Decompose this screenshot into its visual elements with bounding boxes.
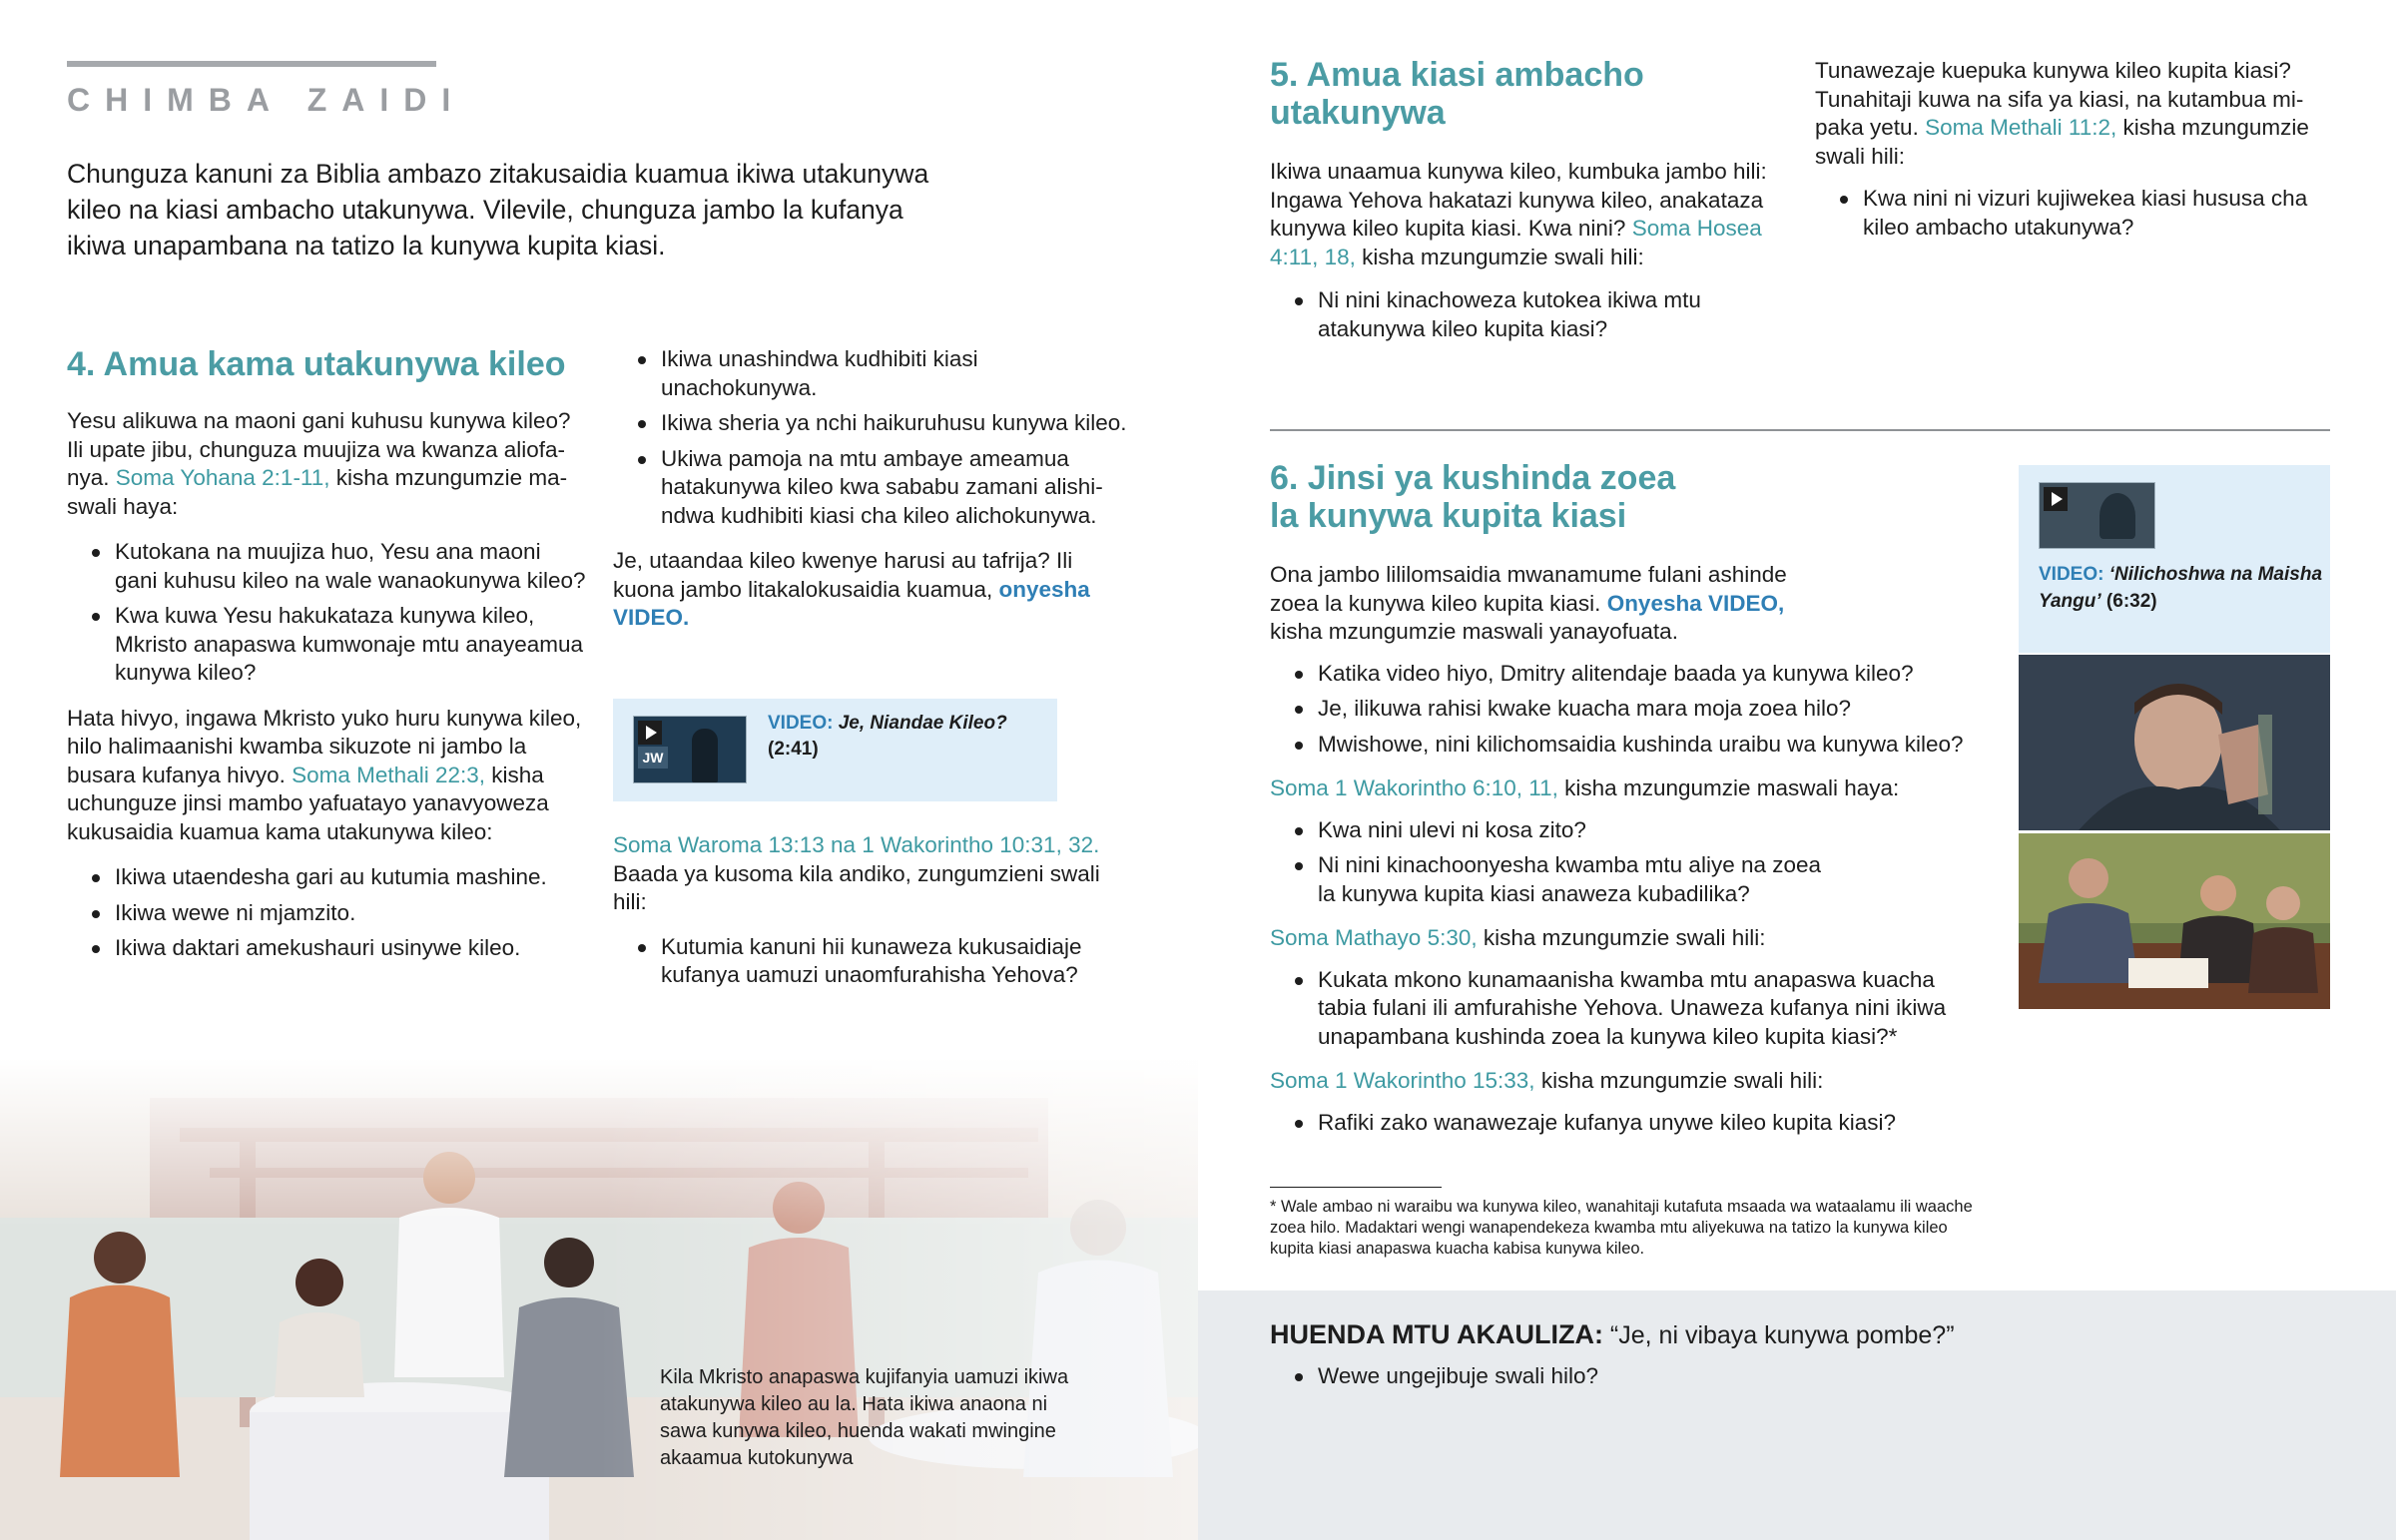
list-item: Katika video hiyo, Dmitry alitendaje baada ya kunywa kileo? [1270, 660, 1989, 689]
illustration-caption: Kila Mkristo anapaswa kujifanyia uamuzi ikiwa atakunywa kileo au la. Hata ikiwa anaona ni sawa kunywa kileo, huenda wakati mwingine akaamua kutokunywa [660, 1366, 1069, 1469]
section-6-read-2: Soma Mathayo 5:30, kisha mzungumzie swali hili: [1270, 925, 1766, 950]
list-item: Ikiwa daktari amekushauri usinywe kileo. [67, 934, 586, 963]
video-thumbnail-2[interactable] [2039, 482, 2155, 549]
man-figure [2099, 493, 2135, 539]
list-item: Kutokana na muujiza huo, Yesu ana maoni gani kuhusu kileo na wale wanaokunywa kileo? [67, 538, 586, 595]
section-5-bullets-2 [1815, 185, 2334, 242]
list-item: Kwa kuwa Yesu hakukataza kunywa kileo, Mkristo anapaswa kumwonaje mtu anayeamua kunywa kileo? [67, 602, 586, 688]
list-item: Ukiwa pamoja na mtu ambaye ameamua hatakunywa kileo kwa sababu zamani alishindwa kudhibiti kiasi cha kileo alichokunywa. [613, 445, 1132, 531]
section-4-bullets-4 [613, 933, 1132, 990]
section-6-bullets-3 [1270, 966, 1969, 1052]
list-item: Ikiwa sheria ya nchi haikuruhusu kunywa kileo. [613, 409, 1132, 438]
section-5-bullets-1 [1270, 286, 1789, 343]
section-4-col-a [67, 407, 586, 970]
section-4-col-b-lower [613, 831, 1132, 997]
section-6-read-1: Soma 1 Wakorintho 6:10, 11, kisha mzungumzie maswali haya: [1270, 775, 1900, 800]
video-card-2[interactable] [2019, 465, 2330, 653]
section-divider [1270, 429, 2330, 431]
section-6-bullets-4 [1270, 1109, 1989, 1138]
ask-label: HUENDA MTU AKAULIZA: [1270, 1319, 1603, 1349]
list-item: Ikiwa wewe ni mjamzito. [67, 899, 586, 928]
section-5-col-b [1815, 57, 2334, 249]
section-6-para-1: Ona jambo lililomsaidia mwanamume fulani ashinde zoea la kunywa kileo kupita kiasi. Onyesha VIDEO, kisha mzungumzie maswali yanayofuata. [1270, 562, 1787, 644]
scripture-ref-1-wakorintho-6[interactable]: Soma 1 Wakorintho 6:10, 11, [1270, 775, 1558, 800]
list-item: Wewe ungejibuje swali hilo? [1270, 1362, 2168, 1391]
video-caption: VIDEO: Je, Niandae Kileo? (2:41) [768, 713, 1007, 760]
scripture-ref-mathayo[interactable]: Soma Mathayo 5:30, [1270, 925, 1478, 950]
video-caption-2: VIDEO: ‘Nilichoshwa na Maisha Yangu’ (6:32) [2039, 564, 2323, 612]
scripture-ref-hosea[interactable]: Soma Hosea 4:11, 18, [1270, 216, 1762, 269]
section-4-bullets-3 [613, 345, 1132, 530]
section-6-read-3: Soma 1 Wakorintho 15:33, kisha mzungumzie swali hili: [1270, 1068, 1824, 1093]
video-thumbnail[interactable] [633, 716, 747, 783]
kicker-rule [67, 61, 436, 67]
list-item: Je, ilikuwa rahisi kwake kuacha mara moja zoea hilo? [1270, 695, 1989, 724]
section-4-para-2: Hata hivyo, ingawa Mkristo yuko huru kunywa kileo, hilo halimaanishi kwamba sikuzote ni jambo la busara kufanya hivyo. Soma Methali 22:3, kisha uchunguze jinsi mambo yafuatayo yanavyoweza kukusaidia kuamua kama utakunywa kileo: [67, 705, 582, 844]
intro-text: Chunguza kanuni za Biblia ambazo zitakusaidia kuamua ikiwa utakunywa kileo na kiasi ambacho utakunywa. Vilevile, chunguza jambo la kufanya ikiwa unapambana na tatizo la kunywa kupita kiasi. [67, 159, 929, 260]
section-6-bullets-1 [1270, 660, 1989, 760]
scripture-ref-methali-22[interactable]: Soma Methali 22:3, [292, 762, 485, 787]
section-4-bullets-1 [67, 538, 586, 688]
section-5-title: 5. Amua kiasi ambacho utakunywa [1270, 56, 1644, 132]
section-6-body [1270, 561, 1989, 1144]
scripture-ref-methali-11[interactable]: Soma Methali 11:2, [1925, 115, 2117, 140]
section-5-para-2: Tunawezaje kuepuka kunywa kileo kupita kiasi? Tunahitaji kuwa na sifa ya kiasi, na kutambua mipaka yetu. Soma Methali 11:2, kisha mzungumzie swali hili: [1815, 58, 2309, 169]
scripture-ref-waroma[interactable]: Soma Waroma 13:13 na 1 Wakorintho 10:31, 32. [613, 832, 1100, 857]
footnote-rule [1270, 1187, 1442, 1188]
photo-man-head-in-hand [2019, 655, 2330, 830]
jw-logo: JW [638, 747, 668, 769]
scripture-ref-1-wakorintho-15[interactable]: Soma 1 Wakorintho 15:33, [1270, 1068, 1535, 1093]
video-card[interactable] [613, 699, 1057, 801]
section-4-col-b [613, 345, 1132, 633]
show-video-link-2[interactable]: Onyesha VIDEO, [1606, 590, 1785, 616]
play-icon[interactable] [638, 721, 662, 745]
kicker: CHIMBA ZAIDI [67, 82, 466, 118]
section-4-para-4: Baada ya kusoma kila andiko, zungumzieni swali hili: [613, 860, 1100, 914]
photo-family-reading [2019, 833, 2330, 1009]
section-4-para-1: Yesu alikuwa na maoni gani kuhusu kunywa kileo? Ili upate jibu, chunguza muujiza wa kwanza aliofanya. Soma Yohana 2:1-11, kisha mzungumzie maswali haya: [67, 408, 571, 519]
list-item: Rafiki zako wanawezaje kufanya unywe kileo kupita kiasi? [1270, 1109, 1989, 1138]
list-item: Ikiwa utaendesha gari au kutumia mashine. [67, 863, 586, 892]
list-item: Ni nini kinachoweza kutokea ikiwa mtu atakunywa kileo kupita kiasi? [1270, 286, 1789, 343]
section-4-bullets-2 [67, 863, 586, 963]
ask-box [1198, 1290, 2396, 1540]
list-item: Ikiwa unashindwa kudhibiti kiasi unachokunywa. [613, 345, 1132, 402]
section-6-title: 6. Jinsi ya kushinda zoea la kunywa kupita kiasi [1270, 459, 1676, 535]
footnote: * Wale ambao ni waraibu wa kunywa kileo, wanahitaji kutafuta msaada wa wataalamu ili waache zoea hilo. Madaktari wengi wanapendekeza kwamba mtu aliyekuwa na tatizo la kunywa kileo kupita kiasi anapaswa kuacha kabisa kunywa kileo. [1270, 1198, 1973, 1258]
section-6-bullets-2 [1270, 816, 1829, 909]
list-item: Ni nini kinachoonyesha kwamba mtu aliye na zoea la kunywa kupita kiasi anaweza kubadilika? [1270, 851, 1829, 908]
list-item: Kwa nini ni vizuri kujiwekea kiasi hususa cha kileo ambacho utakunywa? [1815, 185, 2334, 242]
presenter-figure [692, 729, 718, 782]
scripture-ref-yohana[interactable]: Soma Yohana 2:1-11, [115, 465, 330, 490]
section-4-title: 4. Amua kama utakunywa kileo [67, 345, 566, 383]
section-5-para-1: Ikiwa unaamua kunywa kileo, kumbuka jambo hili: Ingawa Yehova hakatazi kunywa kileo, anakataza kunywa kileo kupita kiasi. Kwa nini? Soma Hosea 4:11, 18, kisha mzungumzie swali hili: [1270, 159, 1767, 269]
section-4-para-3: Je, utaandaa kileo kwenye harusi au tafrija? Ili kuona jambo litakalokusaidia kuamua, onyesha VIDEO. [613, 548, 1090, 630]
list-item: Kwa nini ulevi ni kosa zito? [1270, 816, 1829, 845]
play-icon[interactable] [2044, 487, 2068, 511]
list-item: Kukata mkono kunamaanisha kwamba mtu anapaswa kuacha tabia fulani ili amfurahishe Yehova. Unaweza kufanya nini ikiwa unapambana kushinda zoea la kunywa kileo kupita kiasi?* [1270, 966, 1969, 1052]
show-video-link[interactable]: onyesha VIDEO. [613, 576, 1090, 630]
ask-question: “Je, ni vibaya kunywa pombe?” [1609, 1321, 1955, 1349]
ask-bullets [1270, 1362, 2168, 1398]
section-5-col-a [1270, 158, 1789, 350]
ask-question-line [1270, 1318, 2368, 1351]
list-item: Mwishowe, nini kilichomsaidia kushinda uraibu wa kunywa kileo? [1270, 731, 1989, 760]
list-item: Kutumia kanuni hii kunaweza kukusaidiaje kufanya uamuzi unaomfurahisha Yehova? [613, 933, 1132, 990]
